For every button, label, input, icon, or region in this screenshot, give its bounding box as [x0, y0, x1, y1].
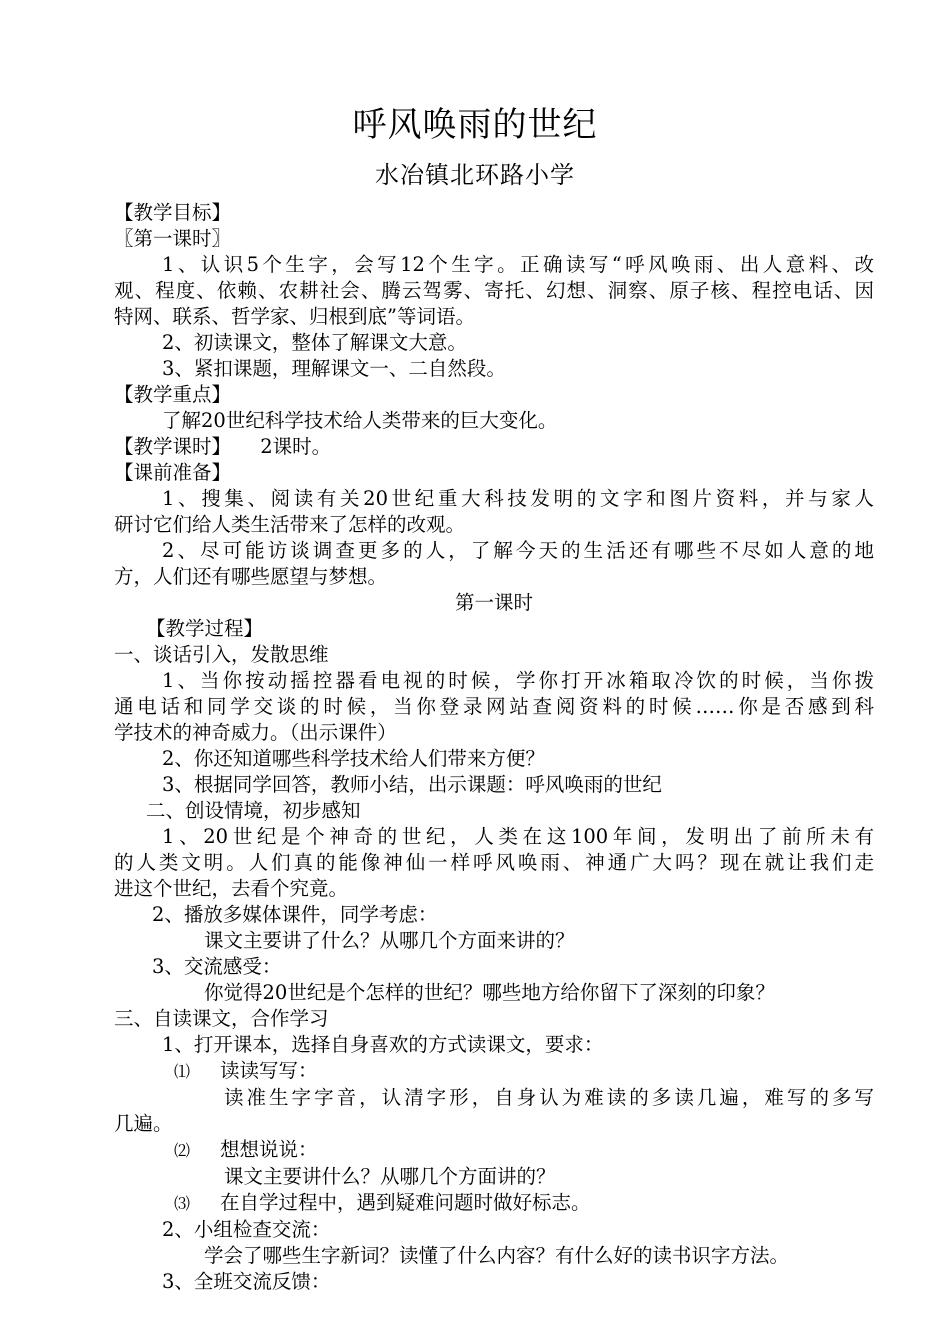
paragraph-line: 2、尽可能访谈调查更多的人，了解今天的生活还有哪些不尽如人意的地: [162, 539, 874, 562]
section-heading: 【教学课时】 2课时。: [114, 435, 332, 458]
paragraph-line: 特网、联系、哲学家、归根到底”等词语。: [114, 305, 475, 328]
paragraph-line: 2、小组检查交流：: [162, 1218, 331, 1241]
section-heading: 【教学目标】: [114, 201, 232, 224]
section-heading: 二、创设情境，初步感知: [146, 799, 361, 822]
list-item-label: 在自学过程中，遇到疑难问题时做好标志。: [220, 1191, 591, 1214]
section-heading: 【教学过程】: [146, 617, 264, 640]
paragraph-line: 1、搜集、阅读有关20世纪重大科技发明的文字和图片资料，并与家人: [162, 487, 874, 510]
paragraph-line: 3、紧扣课题，理解课文一、二自然段。: [162, 357, 506, 380]
list-item: [114, 1058, 874, 1085]
paragraph-line: 3、交流感受：: [152, 955, 282, 978]
paragraph-line: 1、打开课本，选择自身喜欢的方式读课文，要求：: [162, 1033, 604, 1056]
paragraph-line: 1、20世纪是个神奇的世纪，人类在这100年间，发明出了前所未有: [162, 825, 874, 848]
list-number: ⑴: [174, 1062, 191, 1081]
paragraph-line: 进这个世纪，去看个究竟。: [114, 877, 349, 900]
paragraph-line: 的人类文明。人们真的能像神仙一样呼风唤雨、神通广大吗？现在就让我们走: [114, 851, 874, 874]
section-heading: 【教学重点】: [114, 383, 232, 406]
list-number: ⑵: [174, 1141, 191, 1160]
paragraph-line: 你觉得20世纪是个怎样的世纪？哪些地方给你留下了深刻的印象？: [204, 981, 775, 1004]
paragraph-line: 研讨它们给人类生活带来了怎样的改观。: [114, 513, 466, 536]
list-item-label: 想想说说：: [220, 1138, 318, 1161]
document-body: [114, 200, 874, 1295]
list-item: [114, 1137, 874, 1164]
paragraph-line: 通电话和同学交谈的时候，当你登录网站查阅资料的时候……你是否感到科: [114, 695, 874, 718]
paragraph-line: 2、你还知道哪些科学技术给人们带来方便？: [162, 747, 545, 770]
paragraph-line: 3、根据同学回答，教师小结，出示课题：呼风唤雨的世纪: [162, 773, 662, 796]
paragraph-line: 课文主要讲什么？从哪几个方面讲的？: [224, 1165, 556, 1188]
paragraph-line: 3、全班交流反馈：: [162, 1270, 331, 1293]
paragraph-line: 学技术的神奇威力。（出示课件）: [114, 721, 397, 744]
paragraph-line: 1、当你按动摇控器看电视的时候，学你打开冰箱取冷饮的时候，当你拨: [162, 669, 874, 692]
paragraph-line: 几遍。: [114, 1112, 173, 1135]
list-number: ⑶: [174, 1194, 191, 1213]
lesson-title: 第一课时: [454, 591, 533, 614]
school-name: 水冶镇北环路小学: [375, 161, 575, 189]
paragraph-line: 2、初读课文，整体了解课文大意。: [162, 331, 467, 354]
paragraph-line: 2、播放多媒体课件，同学考虑：: [152, 903, 438, 926]
lesson-heading: 〖第一课时〗: [114, 227, 232, 250]
paragraph-line: 读准生字字音，认清字形，自身认为难读的多读几遍，难写的多写: [224, 1086, 874, 1109]
section-heading: 一、谈话引入，发散思维: [114, 643, 329, 666]
paragraph-line: 1、认识5个生字，会写12个生字。正确读写“呼风唤雨、出人意料、改: [162, 253, 874, 276]
paragraph-line: 方，人们还有哪些愿望与梦想。: [114, 565, 388, 588]
page-title: 呼风唤雨的世纪: [352, 105, 598, 145]
paragraph-line: 课文主要讲了什么？从哪几个方面来讲的？: [204, 929, 575, 952]
paragraph-line: 观、程度、依赖、农耕社会、腾云驾雾、寄托、幻想、洞察、原子核、程控电话、因: [114, 279, 874, 302]
paragraph-line: 了解20世纪科学技术给人类带来的巨大变化。: [162, 409, 558, 432]
list-item: [114, 1190, 874, 1217]
paragraph-line: 学会了哪些生字新词？读懂了什么内容？有什么好的读书识字方法。: [204, 1244, 790, 1267]
section-heading: 【课前准备】: [114, 461, 232, 484]
section-heading: 三、自读课文，合作学习: [114, 1007, 329, 1030]
list-item-label: 读读写写：: [220, 1059, 318, 1082]
